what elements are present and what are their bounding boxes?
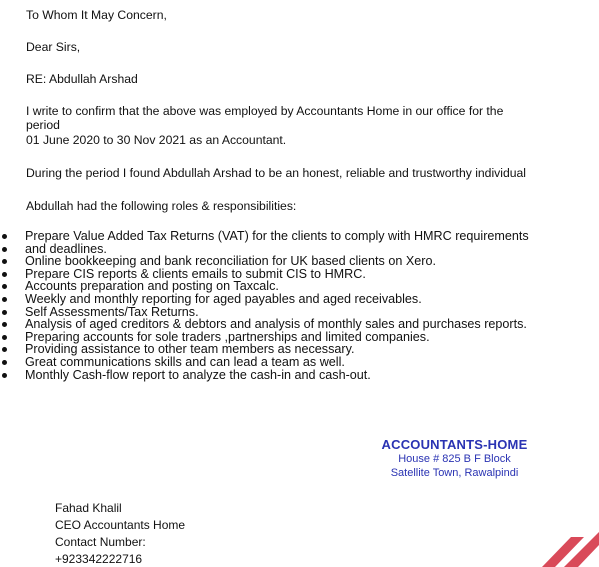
intro-line-2: period	[26, 118, 60, 132]
company-stamp	[372, 437, 537, 480]
stamp-address-line-2: Satellite Town, Rawalpindi	[390, 467, 519, 479]
list-item-text: Providing assistance to other team members as necessary.	[25, 342, 355, 357]
bullet-icon	[2, 297, 7, 302]
signature-block	[55, 500, 185, 567]
salutation-line: To Whom It May Concern,	[26, 8, 167, 22]
greeting-line: Dear Sirs,	[26, 40, 81, 54]
signatory-name: Fahad Khalil	[55, 501, 122, 515]
corner-decoration-icon	[504, 525, 599, 567]
intro-line-3: 01 June 2020 to 30 Nov 2021 as an Accountant.	[26, 133, 287, 147]
bullet-icon	[2, 347, 7, 352]
bullet-icon	[2, 247, 7, 252]
bullet-icon	[2, 259, 7, 264]
list-item-text: Prepare Value Added Tax Returns (VAT) for the clients to comply with HMRC requirements	[25, 229, 529, 243]
list-item-text: Self Assessments/Tax Returns.	[25, 304, 199, 319]
bullet-icon	[2, 322, 7, 327]
stamp-address-line-1: House # 825 B F Block	[398, 453, 511, 465]
list-item-text: Preparing accounts for sole traders ,partnerships and limited companies.	[25, 329, 430, 344]
roles-intro: Abdullah had the following roles & responsibilities:	[26, 199, 297, 213]
list-item-text: and deadlines.	[25, 241, 107, 256]
bullet-icon	[2, 310, 7, 315]
signatory-title: CEO Accountants Home	[55, 518, 186, 532]
phone-number: +923342222716	[55, 552, 143, 566]
responsibilities-list	[0, 230, 529, 381]
list-item-text: Weekly and monthly reporting for aged payables and aged receivables.	[25, 291, 422, 306]
bullet-icon	[2, 373, 7, 378]
list-item-text: Monthly Cash-flow report to analyze the cash-in and cash-out.	[25, 367, 371, 382]
character-statement: During the period I found Abdullah Arshad to be an honest, reliable and trustworthy individual	[26, 166, 527, 180]
bullet-icon	[2, 234, 7, 239]
bullet-icon	[2, 284, 7, 289]
bullet-icon	[2, 272, 7, 277]
intro-line-1: I write to confirm that the above was employed by Accountants Home in our office for the	[26, 104, 504, 118]
stamp-title: ACCOUNTANTS-HOME	[381, 437, 528, 452]
contact-label: Contact Number:	[55, 535, 146, 549]
list-item-text: Analysis of aged creditors & debtors and analysis of monthly sales and purchases reports.	[25, 317, 527, 332]
list-item	[0, 369, 529, 382]
list-item-text: Great communications skills and can lead a team as well.	[25, 354, 345, 369]
subject-line: RE: Abdullah Arshad	[26, 72, 138, 86]
list-item-text: Accounts preparation and posting on Taxcalc.	[25, 279, 279, 294]
list-item-text: Online bookkeeping and bank reconciliation for UK based clients on Xero.	[25, 254, 436, 269]
list-item-text: Prepare CIS reports & clients emails to submit CIS to HMRC.	[25, 266, 366, 281]
bullet-icon	[2, 360, 7, 365]
bullet-icon	[2, 335, 7, 340]
